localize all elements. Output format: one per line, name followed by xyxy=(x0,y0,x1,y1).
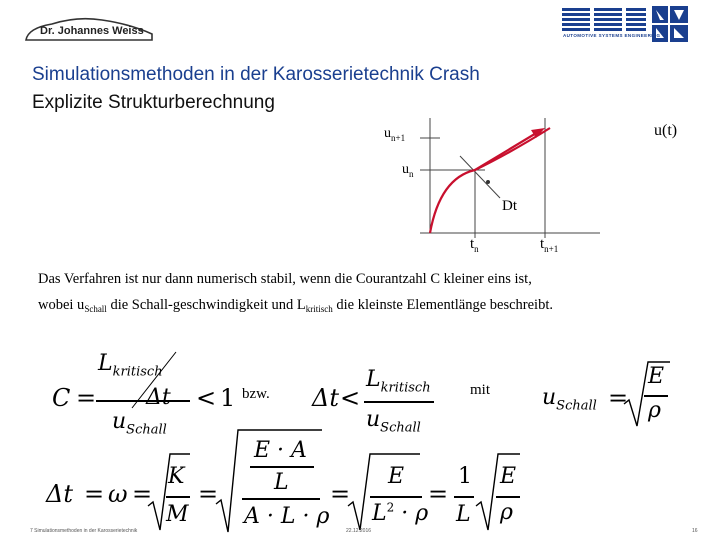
eq-long-eq4: = xyxy=(330,480,351,508)
eq-long-L3: L xyxy=(456,502,471,527)
eq-long-E2: E xyxy=(388,464,405,489)
eq-long-bar2a xyxy=(250,466,314,468)
eq-long-eq1: = xyxy=(84,480,105,508)
eq-long-one: 1 xyxy=(458,464,472,489)
eq-long-E3: E xyxy=(500,464,517,489)
eq-long-K: K xyxy=(168,464,185,489)
eq-speed-rho: ρ xyxy=(648,398,661,423)
eq-long-bar5 xyxy=(496,496,520,498)
eq-dt-denominator: $u_{Schall}$ xyxy=(366,407,421,436)
eq-dt-numerator: $L_{kritisch}$ xyxy=(366,367,431,396)
eq-courant-one: 1 xyxy=(220,384,236,412)
footer-page-number: 16 xyxy=(692,528,698,534)
stability-paragraph xyxy=(38,266,698,322)
eq-courant-denominator: $u_{Schall}$ xyxy=(112,409,167,438)
page-subtitle: Explizite Strukturberechnung xyxy=(32,92,275,113)
eq-dt-lt: < xyxy=(340,384,361,412)
eq-long-eq2: = xyxy=(132,480,153,508)
brand-logo-subtitle: AUTOMOTIVE SYSTEMS ENGINEERING xyxy=(563,33,661,38)
eq-long-ALrho: A · L · ρ xyxy=(244,504,330,529)
eq-speed-E: E xyxy=(648,364,665,389)
eq-dt-left: Δt xyxy=(312,384,339,412)
eq-courant-C: C xyxy=(52,384,71,412)
footer-left: 7 Simulationsmethoden in der Karosserietechnik xyxy=(30,528,138,534)
eq-dt-fraction-bar xyxy=(364,401,434,403)
text-mit: mit xyxy=(470,382,491,398)
author-logo-text: Dr. Johannes Weiss xyxy=(40,25,144,37)
eq-courant-slash xyxy=(128,350,178,410)
label-t-n1: $t_{n+1}$ xyxy=(540,236,559,254)
eq-long-bar3 xyxy=(370,496,422,498)
eq-courant-dt: Δt xyxy=(146,385,171,410)
eq-long-bar4 xyxy=(454,496,474,498)
eq-long-bar1 xyxy=(166,496,190,498)
eq-long-EA: E · A xyxy=(254,438,307,463)
eq-long-L: L xyxy=(274,470,289,495)
eq-speed-equals: = xyxy=(608,384,629,412)
paragraph-line2: wobei $u_{Schall}$ die Schall-geschwindigkeit und $L_{kritisch}$ die kleinste Elementlänge beschreibt. xyxy=(38,297,553,314)
label-u-t: u(t) xyxy=(654,122,678,139)
eq-courant-numerator: $L_{kritisch}$ xyxy=(98,351,163,380)
label-u-n1: $u_{n+1}$ xyxy=(384,126,406,143)
eq-long-rho: ρ xyxy=(500,500,513,525)
eq-speed-left: $u_{Schall}$ xyxy=(542,385,597,414)
eq-courant-equals: = xyxy=(76,384,97,412)
eq-speed-sqrt xyxy=(622,360,672,428)
label-t-n: $t_n$ xyxy=(470,236,479,254)
footer-date: 22.12.2016 xyxy=(346,528,372,534)
text-bzw: bzw. xyxy=(242,386,270,402)
eq-long-M: M xyxy=(166,502,189,527)
label-dt: Dt xyxy=(502,198,517,214)
eq-long-dt: Δt xyxy=(46,480,73,508)
paragraph-line1: Das Verfahren ist nur dann numerisch stabil, wenn die Courantzahl C kleiner eins ist, xyxy=(38,271,532,287)
eq-long-eq3: = xyxy=(198,480,219,508)
page-title: Simulationsmethoden in der Karosserietechnik Crash xyxy=(32,64,480,85)
label-u-n: $u_n$ xyxy=(402,162,414,179)
eq-long-omega: ω xyxy=(108,480,128,508)
eq-speed-bar xyxy=(644,395,668,397)
eq-courant-lt: < xyxy=(196,384,217,412)
eq-long-L2rho: $L^2 \cdot \rho$ xyxy=(372,500,429,526)
eq-long-eq5: = xyxy=(428,480,449,508)
time-integration-diagram xyxy=(360,108,700,268)
eq-long-bar2 xyxy=(242,498,320,500)
